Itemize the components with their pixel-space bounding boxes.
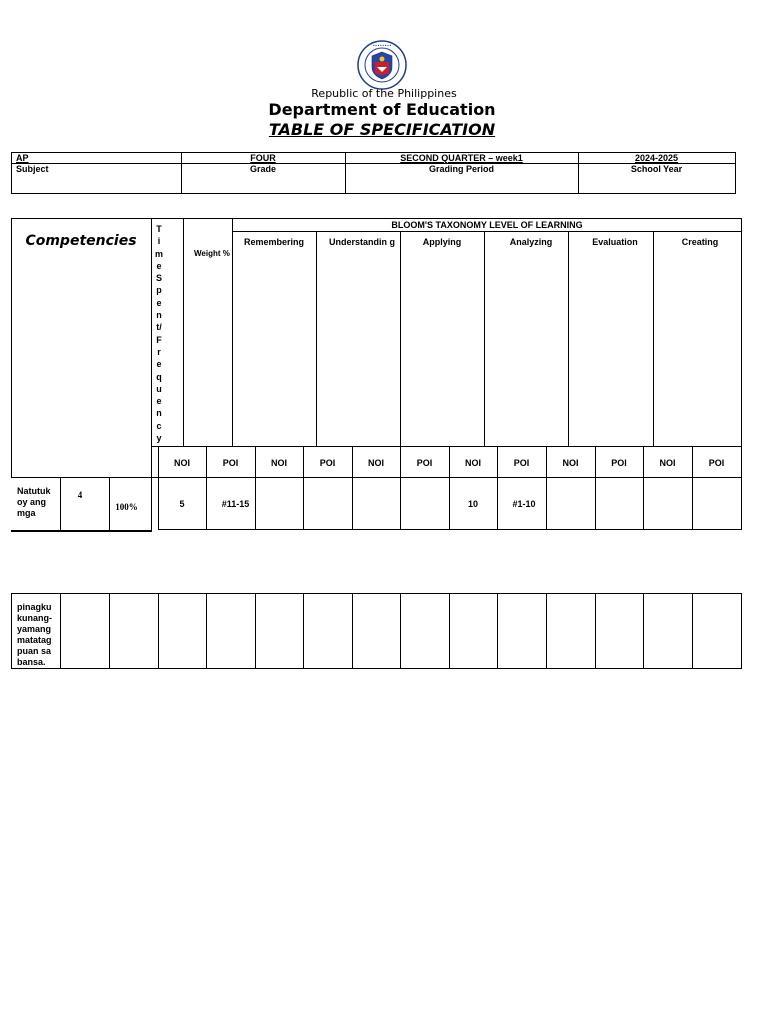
- grade-value: FOUR: [250, 153, 276, 163]
- row1-cell: #11-15: [221, 499, 250, 509]
- noi-header: NOI: [464, 458, 481, 468]
- time-spent-letter: t/: [156, 322, 162, 333]
- school-year-value: 2024-2025: [634, 153, 679, 163]
- noi-header: NOI: [562, 458, 579, 468]
- level-applying: Applying: [422, 237, 462, 247]
- school-year-label: School Year: [630, 164, 683, 174]
- noi-header: NOI: [367, 458, 384, 468]
- bloom-taxonomy-header: BLOOM'S TAXONOMY LEVEL OF LEARNING: [391, 220, 583, 230]
- poi-header: POI: [513, 458, 530, 468]
- time-spent-letter: F: [156, 334, 162, 345]
- svg-text:••••••••: ••••••••: [372, 42, 392, 48]
- poi-header: POI: [319, 458, 336, 468]
- noi-header: NOI: [270, 458, 287, 468]
- time-spent-letter: e: [156, 396, 162, 407]
- poi-header: POI: [611, 458, 627, 468]
- time-spent-letter: S: [155, 273, 162, 284]
- level-remembering: Remembering: [243, 237, 305, 247]
- time-spent-letter: e: [156, 359, 162, 370]
- level-evaluation: Evaluation: [592, 237, 638, 247]
- subject-value: AP: [16, 153, 29, 163]
- poi-header: POI: [708, 458, 725, 468]
- poi-header: POI: [416, 458, 433, 468]
- time-spent-letter: T: [156, 224, 162, 234]
- row1-competency: Natutuk oy ang mga: [17, 486, 51, 518]
- time-spent-letter: e: [156, 297, 162, 308]
- department-name: Department of Education: [268, 100, 496, 119]
- weight-header: Weight %: [194, 249, 230, 258]
- republic-line: Republic of the Philippines: [311, 87, 457, 100]
- noi-header: NOI: [659, 458, 676, 468]
- row1-cell: #1-10: [512, 499, 536, 509]
- time-spent-letter: y: [156, 433, 162, 444]
- row1-weight: 100%: [115, 502, 138, 512]
- level-creating: Creating: [681, 237, 719, 247]
- deped-seal-logo: [357, 40, 407, 90]
- row1-cell: 5: [179, 499, 185, 509]
- competencies-header: Competencies: [25, 233, 137, 249]
- time-spent-letter: q: [156, 371, 162, 382]
- document-title: TABLE OF SPECIFICATION: [268, 120, 496, 139]
- time-spent-letter: e: [156, 260, 162, 271]
- time-spent-letter: i: [157, 236, 161, 247]
- grading-period-value: SECOND QUARTER – week1: [400, 153, 523, 163]
- level-understanding: Understandin g: [329, 237, 396, 247]
- time-spent-letter: c: [156, 420, 162, 431]
- time-spent-letter: n: [156, 310, 162, 321]
- row1-time-spent: 4: [77, 490, 83, 500]
- time-spent-letter: p: [156, 285, 162, 296]
- time-spent-letter: n: [156, 408, 162, 419]
- noi-header: NOI: [173, 458, 190, 468]
- time-spent-letter: m: [154, 248, 163, 259]
- grading-period-label: Grading Period: [428, 164, 494, 174]
- row1-cell: 10: [467, 499, 478, 509]
- row2-competency: pinagku kunang-yamang matatag puan sa bansa.: [17, 602, 52, 667]
- time-spent-letter: u: [156, 383, 162, 394]
- time-spent-letter: r: [157, 346, 161, 357]
- grade-label: Grade: [249, 164, 276, 174]
- level-analyzing: Analyzing: [509, 237, 553, 247]
- subject-label: Subject: [16, 164, 49, 174]
- poi-header: POI: [222, 458, 239, 468]
- time-spent-header: [153, 223, 167, 444]
